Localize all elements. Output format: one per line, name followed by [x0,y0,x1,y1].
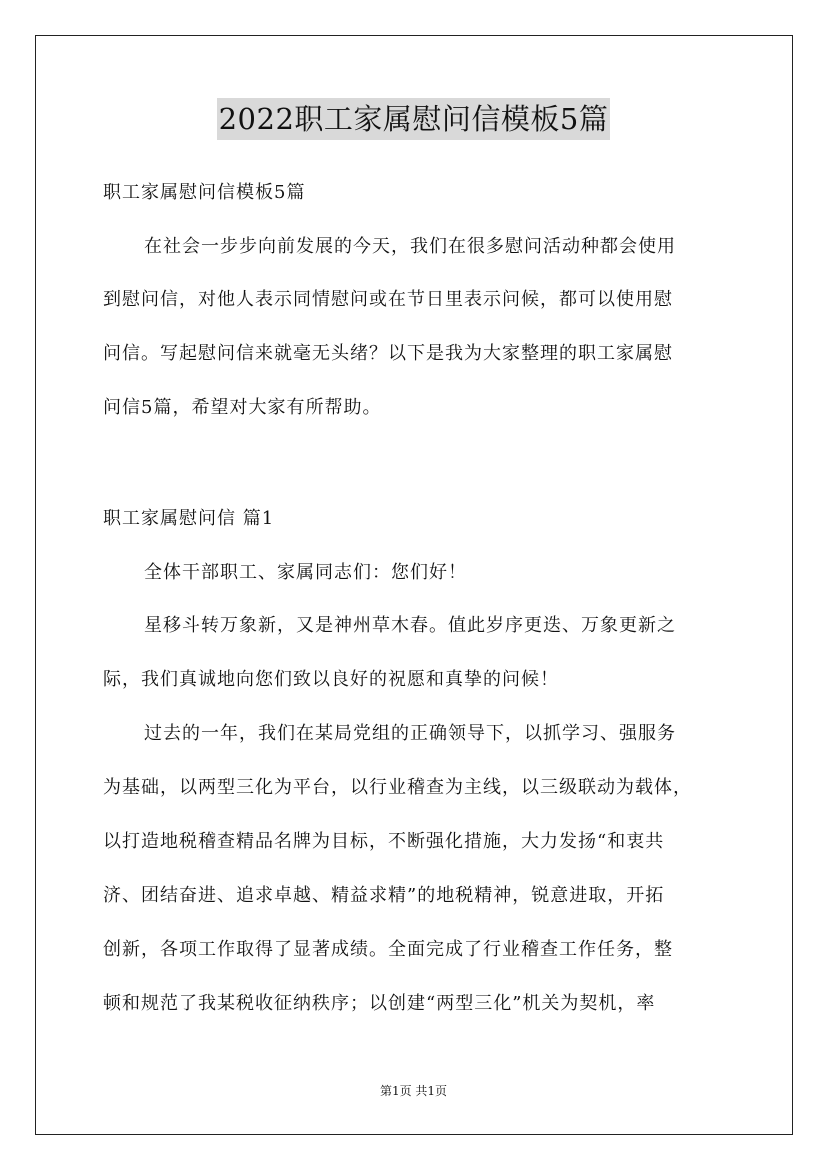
body-line-9: 顿和规范了我某税收征纳秩序；以创建“两型三化”机关为契机，率 [103,993,656,1014]
body-line-1: 全体干部职工、家属同志们：您们好！ [144,562,467,583]
body-line-7: 济、团结奋进、追求卓越、精益求精”的地税精神，锐意进取，开拓 [103,885,665,906]
page-footer: 第1页 共1页 [379,1084,448,1098]
document-subtitle: 职工家属慰问信模板5篇 [103,182,306,203]
section-heading: 职工家属慰问信 篇1 [103,508,275,529]
body-line-3: 际，我们真诚地向您们致以良好的祝愿和真挚的问候！ [103,669,559,690]
intro-line-4: 问信5篇，希望对大家有所帮助。 [103,397,382,418]
body-line-5: 为基础，以两型三化为平台，以行业稽查为主线，以三级联动为载体， [103,777,692,798]
body-line-2: 星移斗转万象新，又是神州草木春。值此岁序更迭、万象更新之 [144,615,676,636]
intro-line-2: 到慰问信，对他人表示同情慰问或在节日里表示问候，都可以使用慰 [103,289,673,310]
body-line-6: 以打造地税稽查精品名牌为目标，不断强化措施，大力发扬“和衷共 [103,831,665,852]
intro-line-3: 问信。写起慰问信来就毫无头绪？以下是我为大家整理的职工家属慰 [103,343,673,364]
title-container [0,98,827,140]
body-line-8: 创新，各项工作取得了显著成绩。全面完成了行业稽查工作任务，整 [103,939,673,960]
intro-line-1: 在社会一步步向前发展的今天，我们在很多慰问活动种都会使用 [144,236,676,257]
document-title: 2022职工家属慰问信模板5篇 [217,98,611,140]
body-line-4: 过去的一年，我们在某局党组的正确领导下，以抓学习、强服务 [144,723,676,744]
